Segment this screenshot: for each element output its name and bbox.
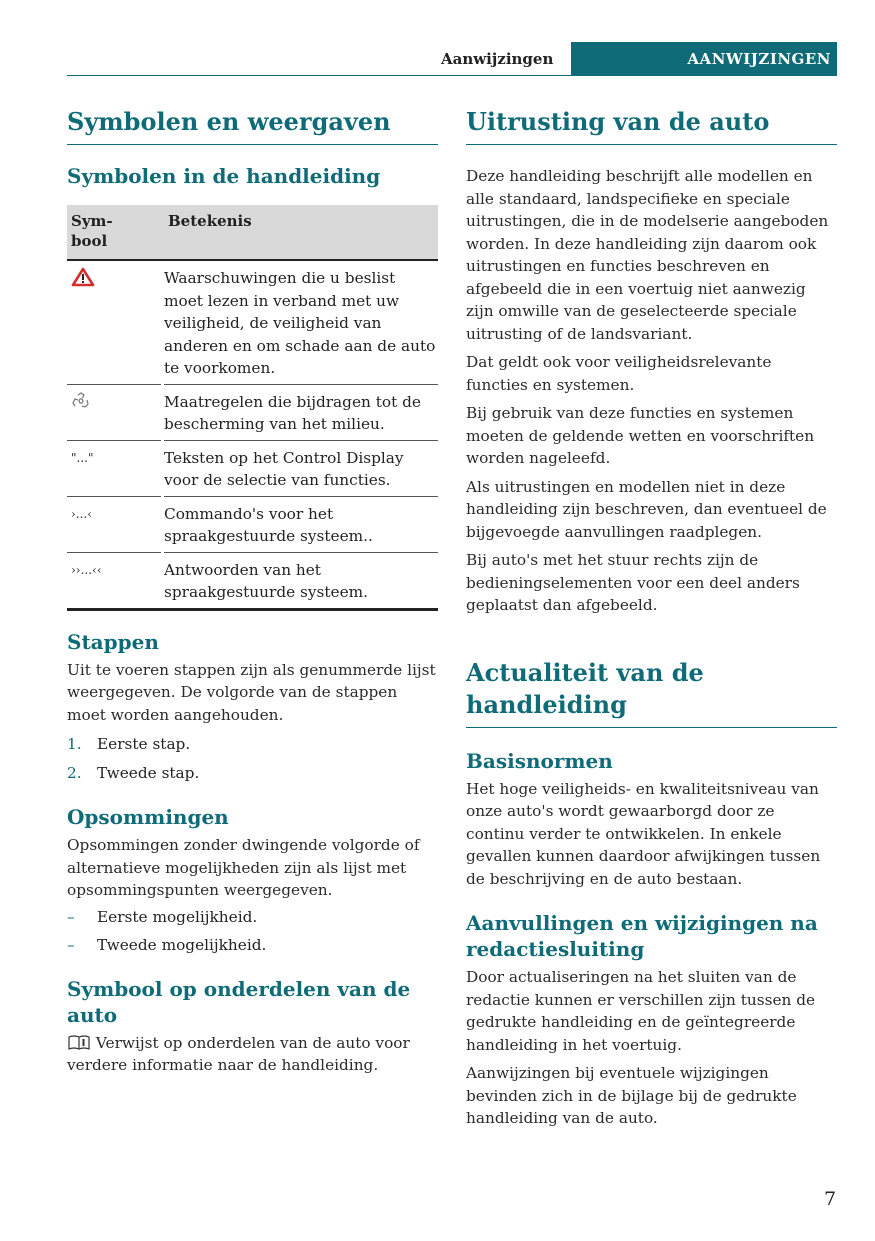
list-marker: 2. — [67, 764, 82, 782]
chapter-title: Aanwijzingen — [441, 50, 554, 68]
paragraph: Het hoge veiligheids- en kwaliteitsniveau van onze auto's wordt gewaarborgd door ze continu verder te ontwikkelen. In enkele gevallen kunnen daardoor afwijkingen tussen de beschrijving en de auto bestaan. — [466, 779, 821, 888]
meaning-cell: Commando's voor het spraakgestuurde systeem.. — [164, 496, 438, 552]
section-heading-actuality: Actualiteit van de handleiding — [466, 651, 837, 728]
list-item-label: Eerste stap. — [97, 735, 191, 753]
paragraph: Als uitrustingen en modellen niet in deze handleiding zijn beschreven, dan eventueel de bijgevoegde aanvullingen raadplegen. — [466, 477, 827, 541]
meaning-cell: Maatregelen die bijdragen tot de bescherming van het milieu. — [164, 384, 438, 440]
meaning-cell: Waarschuwingen die u beslist moet lezen in verband met uw veiligheid, de veiligheid van anderen en om schade aan de auto te voorkomen. — [164, 260, 438, 384]
subheading-part-symbol: Symbool op onderdelen van de auto — [67, 976, 411, 1027]
list-item — [67, 733, 438, 755]
column-header-meaning: Betekenis — [164, 205, 438, 260]
table-row — [67, 552, 438, 609]
section-heading-equipment: Uitrusting van de auto — [466, 100, 837, 145]
table-row — [67, 496, 438, 552]
list-item — [67, 762, 438, 784]
meaning-cell: Teksten op het Control Display voor de selectie van functies. — [164, 440, 438, 496]
warning-triangle-icon — [71, 267, 95, 287]
subheading-steps: Stappen — [67, 629, 159, 654]
symbol-cell: "..." — [67, 440, 161, 496]
section-tab: AANWIJZINGEN — [571, 42, 837, 76]
paragraph: Bij gebruik van deze functies en systemen moeten de geldende wetten en voorschriften worden nageleefd. — [466, 404, 815, 467]
paragraph: Deze handleiding beschrijft alle modellen en alle standaard, landspecifieke en speciale uitrustingen, die in de modelserie aangeboden worden. In deze handleiding zijn daarom ook uitrustingen en functies beschreven en afgebeeld die in een voertuig niet aanwezig zijn omwille van de geselecteerde speciale uitrusting of de landsvariant. — [466, 167, 829, 343]
subheading-symbols-in-manual: Symbolen in de handleiding — [67, 164, 381, 188]
left-column — [67, 100, 438, 1077]
right-column — [466, 100, 837, 1130]
steps-text: Uit te voeren stappen zijn als genummerde lijst weergegeven. De volgorde van de stappen moet worden aangehouden. — [67, 660, 436, 724]
list-marker: – — [67, 907, 75, 926]
list-marker: – — [67, 935, 75, 954]
subheading-supplements: Aanvullingen en wijzigingen na redactiesluiting — [466, 911, 818, 961]
symbol-cell: ›...‹ — [67, 496, 161, 552]
part-symbol-description: Verwijst op onderdelen van de auto voor verdere informatie naar de handleiding. — [67, 1033, 410, 1074]
symbol-cell — [67, 260, 161, 384]
table-row — [67, 440, 438, 496]
symbol-cell — [67, 384, 161, 440]
table-row — [67, 260, 438, 384]
list-marker: 1. — [67, 735, 82, 753]
steps-list — [67, 733, 438, 784]
subheading-basic-norms: Basisnormen — [466, 748, 613, 773]
enumerations-list — [67, 906, 438, 956]
enumerations-text: Opsommingen zonder dwingende volgorde of alternatieve mogelijkheden zijn als lijst met opsommingspunten weergegeven. — [67, 836, 420, 899]
list-item-label: Tweede stap. — [97, 764, 200, 782]
list-item — [67, 906, 438, 928]
subheading-enumerations: Opsommingen — [67, 805, 229, 829]
symbols-table — [67, 205, 438, 611]
running-header — [67, 42, 837, 76]
list-item — [67, 934, 438, 956]
paragraph: Door actualiseringen na het sluiten van de redactie kunnen er verschillen zijn tussen de gedrukte handleiding en de geïntegreerde handleiding in het voertuig. — [466, 968, 816, 1054]
section-heading-symbols: Symbolen en weergaven — [67, 100, 438, 145]
part-symbol-text — [67, 1032, 438, 1077]
recycle-icon — [71, 391, 91, 411]
column-header-symbol: Sym- bool — [67, 205, 161, 260]
header-rule — [67, 75, 837, 76]
meaning-cell: Antwoorden van het spraakgestuurde systeem. — [164, 552, 438, 609]
symbol-cell: ››...‹‹ — [67, 552, 161, 609]
paragraph: Bij auto's met het stuur rechts zijn de bedieningselementen voor een deel anders geplaatst dan afgebeeld. — [466, 551, 800, 614]
table-row — [67, 384, 438, 440]
list-item-label: Tweede mogelijkheid. — [97, 935, 267, 954]
paragraph: Aanwijzingen bij eventuele wijzigingen bevinden zich in de bijlage bij de gedrukte handleiding van de auto. — [466, 1064, 797, 1127]
list-item-label: Eerste mogelijkheid. — [97, 907, 258, 926]
manual-book-icon — [67, 1034, 91, 1050]
paragraph: Dat geldt ook voor veiligheidsrelevante functies en systemen. — [466, 353, 772, 394]
page-number: 7 — [824, 1188, 837, 1210]
